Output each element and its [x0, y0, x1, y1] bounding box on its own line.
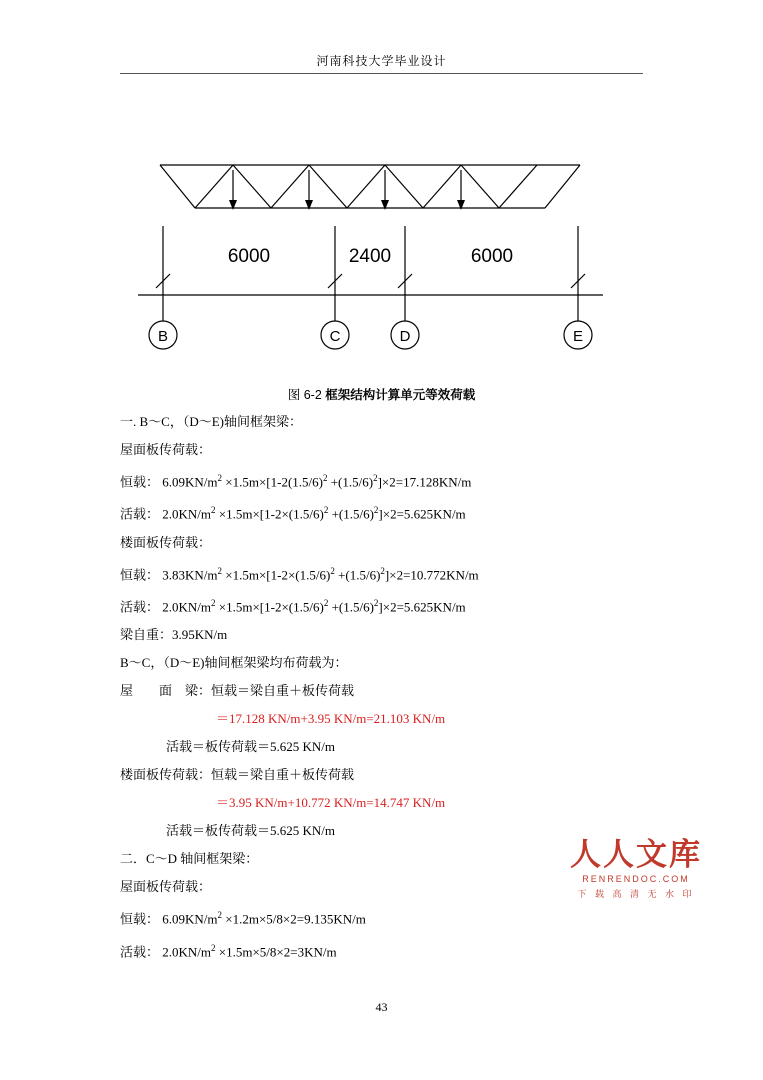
formula-line: 活载： $2.0KN/m^2 \times 1.5m\times[1-2\times(1.5/6)^2 +(1.5/6)^2]\times 2=5.625KN/m$: [120, 505, 466, 522]
span-label-3: 6000: [470, 246, 514, 267]
figure-caption-text: 框架结构计算单元等效荷载: [325, 388, 476, 402]
text-line: 屋面板传荷载：: [120, 442, 212, 457]
axis-label-C: C: [329, 328, 341, 345]
text-line: 活载＝板传荷载＝5.625 KN/m: [166, 823, 336, 839]
formula-line: 恒载： $3.83KN/m^2 \times 1.5m\times[1-2\times(1.5/6)^2 +(1.5/6)^2]\times 2=10.772KN/m$: [120, 565, 479, 582]
text-line: 楼面板传荷载：: [120, 534, 212, 550]
span-label-1: 6000: [227, 246, 271, 267]
figure-caption: [120, 385, 643, 403]
formula-line: 活载： $2.0KN/m^2 \times 1.5m\times[1-2\times(1.5/6)^2 +(1.5/6)^2]\times 2=5.625KN/m$: [120, 597, 466, 615]
axis-label-E: E: [572, 328, 584, 345]
formula-line: 恒载： $6.09KN/m^2 \times 1.5m\times[1-2(1.5/6)^2 +(1.5/6)^2]\times 2=17.128KN/m$: [120, 473, 472, 490]
watermark: [546, 838, 726, 900]
text-line: 活载＝板传荷载＝5.625 KN/m: [166, 739, 336, 755]
header-divider: [120, 73, 643, 74]
figure-caption-prefix: 图 6-2: [287, 388, 326, 402]
highlight-line: ＝3.95 KN/m+10.772 KN/m=14.747 KN/m: [216, 795, 446, 811]
page-header: 河南科技大学毕业设计: [316, 54, 447, 68]
text-line: 梁自重：3.95KN/m: [120, 627, 228, 643]
structural-load-diagram: [120, 140, 643, 370]
formula-line: 恒载： $6.09KN/m^2 \times 1.2m\times 5/8\times 2=9.135KN/m$: [120, 910, 366, 927]
text-line: B～C，（D～E)轴间框架梁均布荷载为：: [120, 655, 348, 671]
axis-label-B: B: [157, 328, 169, 345]
text-line: 一. B～C，（D～E)轴间框架梁：: [120, 414, 303, 429]
span-label-2: 2400: [348, 246, 392, 267]
axis-label-D: D: [399, 328, 411, 345]
text-line: 二．C～D 轴间框架梁：: [120, 851, 259, 867]
page-number: 43: [375, 1000, 388, 1014]
text-line: 屋 面 梁：恒载＝梁自重＋板传荷载: [120, 683, 355, 699]
watermark-domain: RENRENDOC.COM: [582, 874, 690, 884]
highlight-line: ＝17.128 KN/m+3.95 KN/m=21.103 KN/m: [216, 711, 446, 727]
text-line: 屋面板传荷载：: [120, 879, 212, 895]
watermark-title: 人人文库: [570, 837, 702, 872]
watermark-note: 下 载 高 清 无 水 印: [577, 889, 695, 899]
text-line: 楼面板传荷载：恒载＝梁自重＋板传荷载: [120, 767, 355, 783]
formula-line: 活载： $2.0KN/m^2 \times 1.5m\times 5/8\times 2=3KN/m$: [120, 942, 337, 959]
